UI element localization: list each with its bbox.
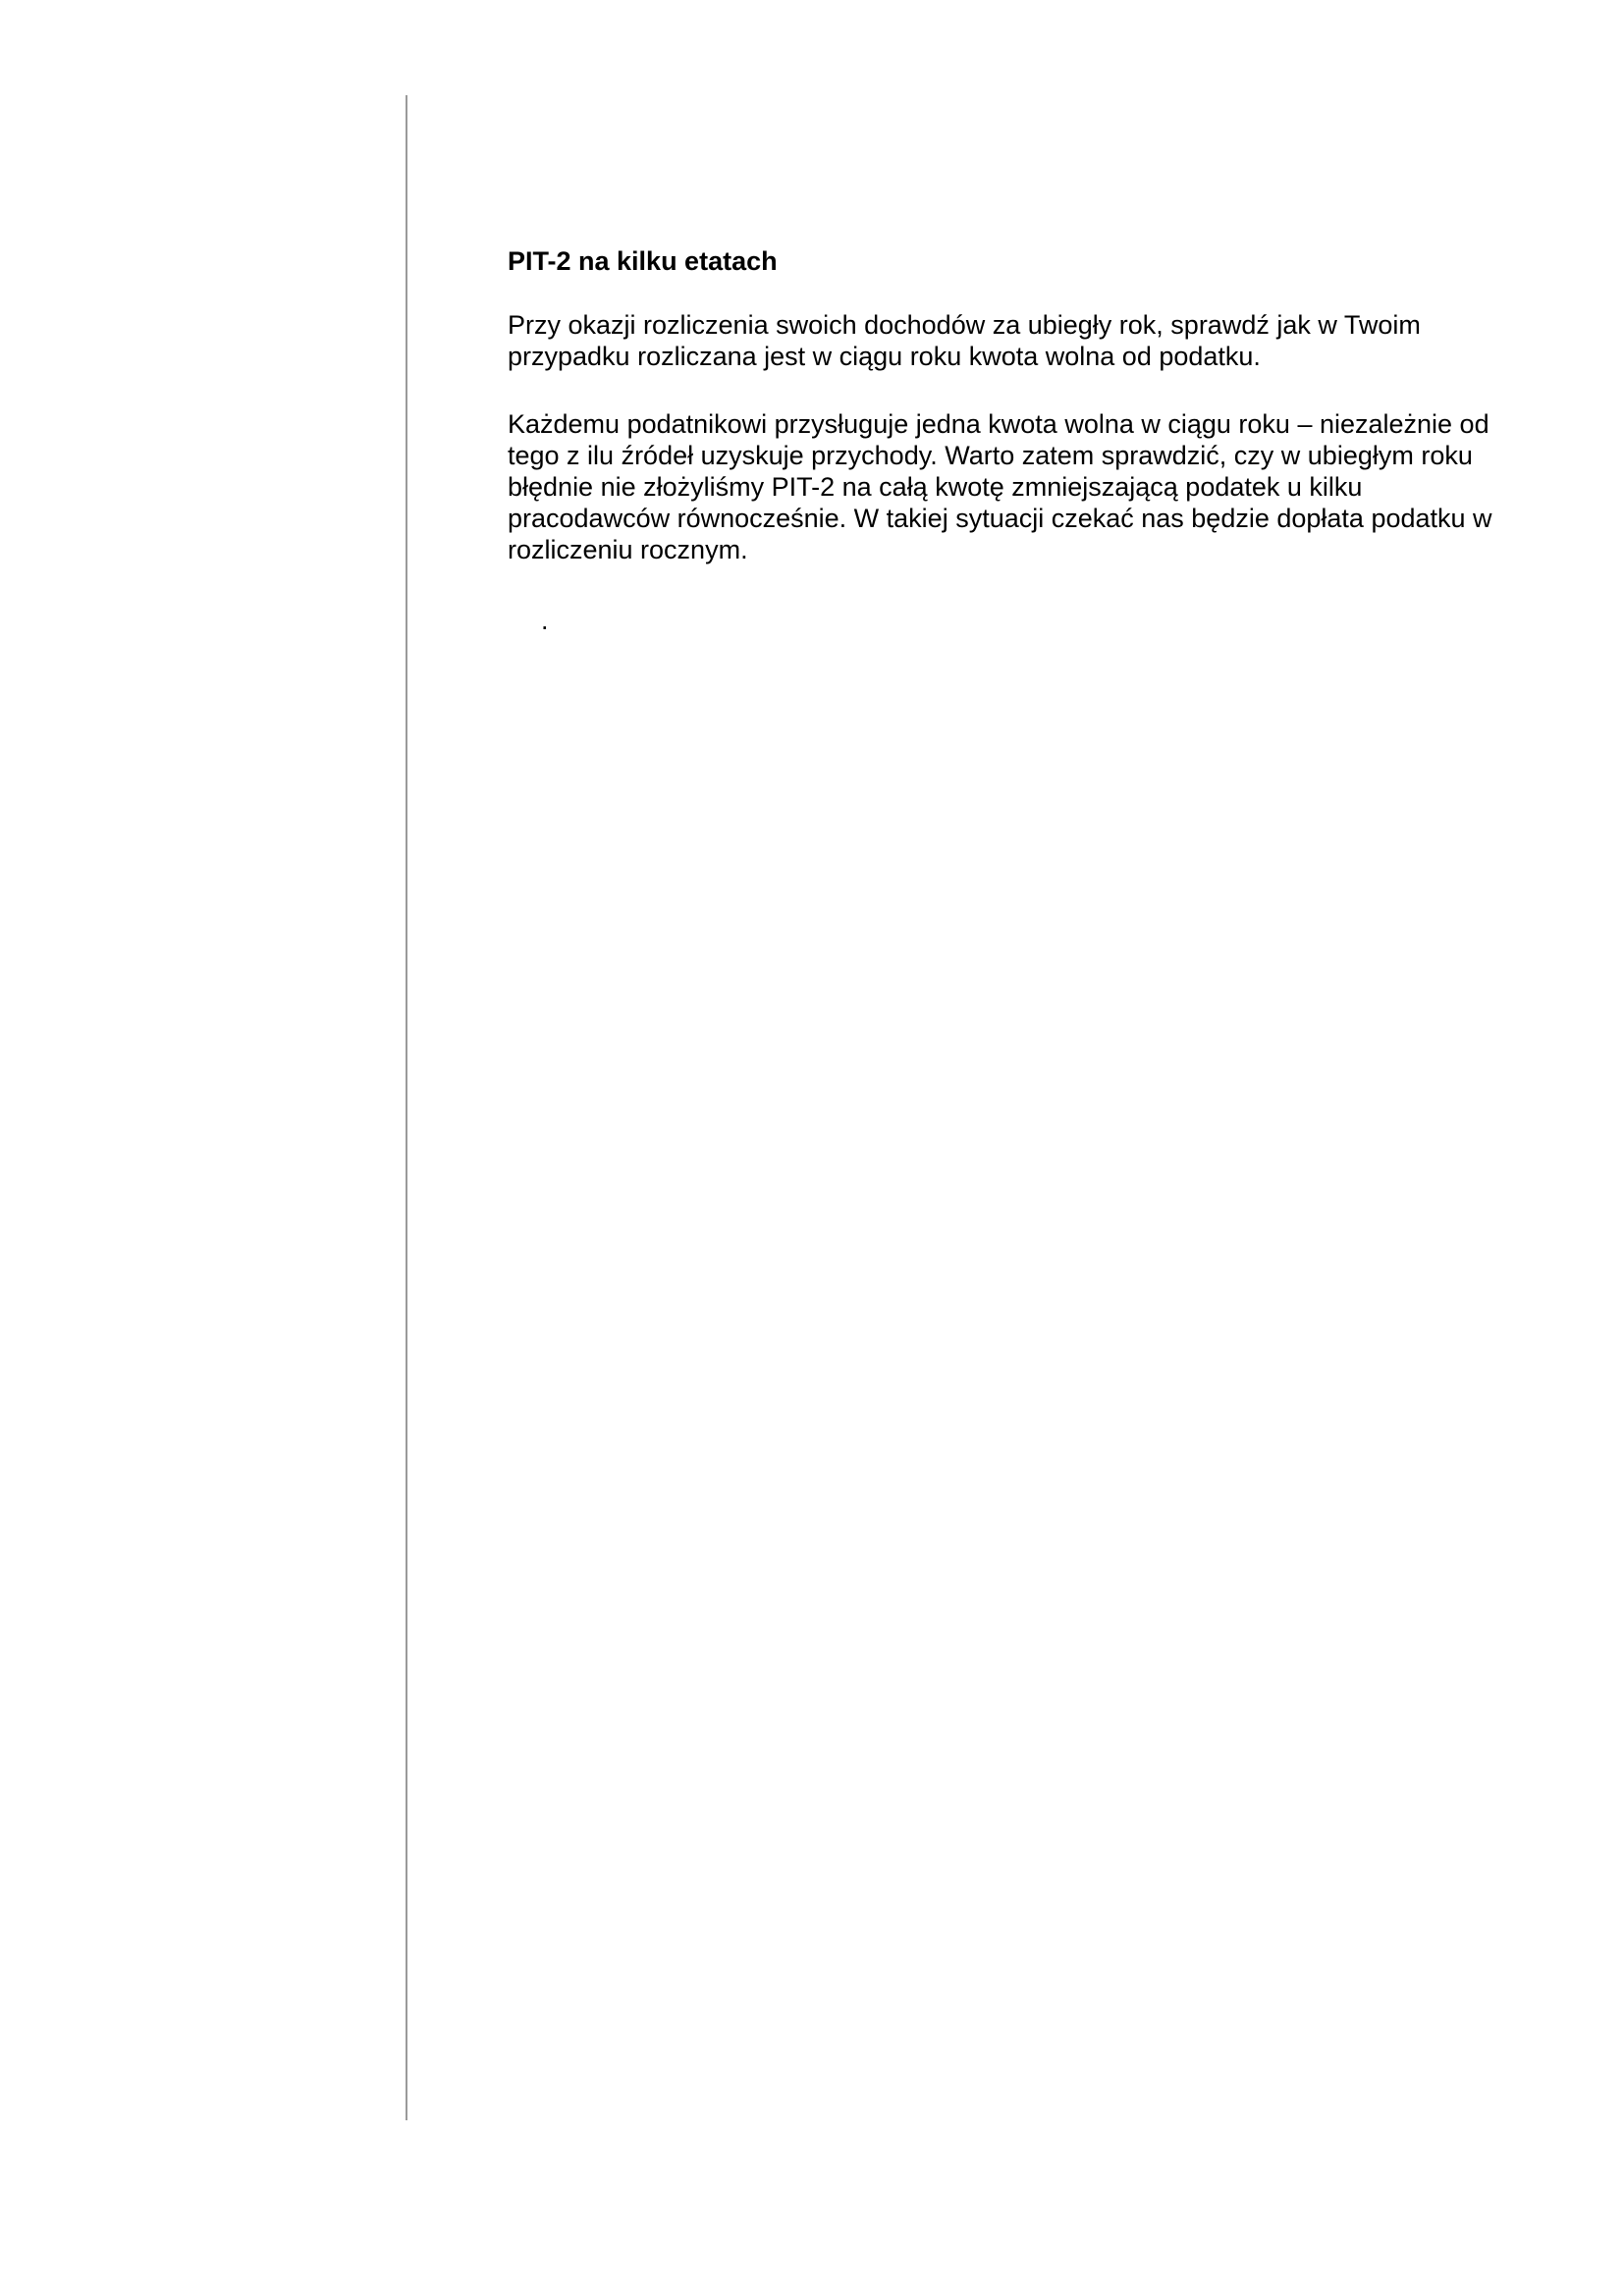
margin-rule bbox=[406, 95, 407, 2120]
document-body bbox=[508, 240, 1519, 636]
document-heading: PIT-2 na kilku etatach bbox=[508, 246, 778, 276]
trailing-mark: . bbox=[541, 606, 549, 635]
paragraph-main: Każdemu podatnikowi przysługuje jedna kwota wolna w ciągu roku – niezależnie od tego z ilu źródeł uzyskuje przychody. Warto zatem sprawdzić, czy w ubiegłym roku błędnie nie złożyliśmy PIT-2 na całą kwotę zmniejszającą podatek u kilku pracodawców równocześnie. W takiej sytuacji czekać nas będzie dopłata podatku w rozliczeniu rocznym. bbox=[508, 409, 1492, 564]
paragraph-intro: Przy okazji rozliczenia swoich dochodów za ubiegły rok, sprawdź jak w Twoim przypadku rozliczana jest w ciągu roku kwota wolna od podatku. bbox=[508, 310, 1421, 371]
